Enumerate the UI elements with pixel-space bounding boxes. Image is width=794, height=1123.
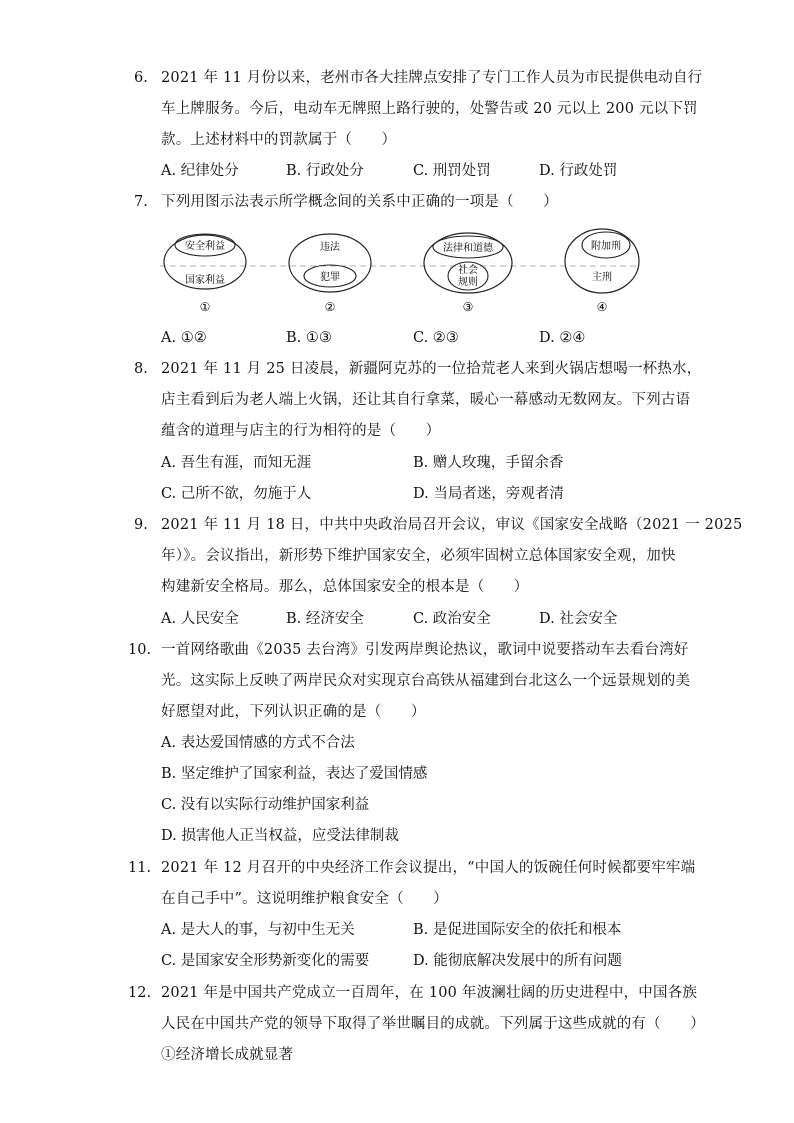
question-text-line: 车上牌服务。今后，电动车无牌照上路行驶的，处警告或 20 元以上 200 元以下罚 (161, 101, 698, 117)
concept-diagrams (160, 226, 640, 318)
question-text-line: 2021 年 11 月 18 日，中共中央政治局召开会议，审议《国家安全战略（2021 一 2025 (161, 517, 743, 533)
question-text-line: 店主看到后为老人端上火锅，还让其自行拿菜，暖心一幕感动无数网友。下列古语 (161, 392, 691, 408)
question-number: 6. (134, 70, 148, 86)
option-d[interactable]: D. ②④ (539, 330, 586, 346)
question-text-line: 蕴含的道理与店主的行为相符的是（ ） (161, 423, 441, 439)
question-text-line: 2021 年 12 月召开的中央经济工作会议提出，“中国人的饭碗任何时候都要牢牢端 (161, 860, 696, 876)
option-d[interactable]: D. 当局者迷，旁观者清 (413, 486, 564, 502)
venn-diagrams-figure (160, 226, 640, 318)
option-a[interactable]: A. 纪律处分 (161, 163, 239, 179)
option-d[interactable]: D. 社会安全 (539, 611, 618, 627)
option-b[interactable]: B. 是促进国际安全的依托和根本 (413, 922, 622, 938)
diagram-4-outer-label: 主刑 (592, 272, 612, 283)
question-number: 7. (134, 194, 148, 210)
diagram-2-inner-label: 犯罪 (320, 272, 340, 283)
option-b[interactable]: B. ①③ (286, 330, 332, 346)
question-text-line: 光。这实际上反映了两岸民众对实现京台高铁从福建到台北这么一个远景规划的美 (161, 673, 691, 689)
question-text-line: 2021 年 11 月份以来，老州市各大挂牌点安排了专门工作人员为市民提供电动自行 (161, 70, 703, 86)
question-number: 12. (128, 985, 152, 1001)
diagram-3-inner-label-line1: 社会 (458, 265, 478, 276)
question-text-line: 年）》。会议指出，新形势下维护国家安全，必须牢固树立总体国家安全观，加快 (161, 548, 676, 564)
option-b[interactable]: B. 行政处分 (286, 163, 364, 179)
diagram-3-outer-label: 法律和道德 (443, 243, 493, 254)
option-b[interactable]: B. 坚定维护了国家利益，表达了爱国情感 (161, 766, 428, 782)
option-a[interactable]: A. 人民安全 (161, 611, 239, 627)
option-b[interactable]: B. 赠人玫瑰，手留余香 (413, 455, 564, 471)
question-number: 10. (128, 642, 152, 658)
question-text-line: 2021 年是中国共产党成立一百周年，在 100 年波澜壮阔的历史进程中，中国各族 (161, 985, 698, 1001)
diagram-1-inner-label: 安全利益 (185, 241, 225, 252)
diagram-1-outer-label: 国家利益 (185, 275, 225, 286)
option-a[interactable]: A. 表达爱国情感的方式不合法 (161, 735, 355, 751)
option-c[interactable]: C. 刑罚处罚 (413, 163, 491, 179)
diagram-4-inner-label: 附加刑 (591, 241, 621, 252)
diagram-1 (164, 234, 246, 314)
diagram-2 (289, 234, 371, 314)
question-text-line: 下列用图示法表示所学概念间的关系中正确的一项是（ ） (161, 194, 558, 210)
option-c[interactable]: C. 己所不欲，勿施于人 (161, 486, 312, 502)
option-b[interactable]: B. 经济安全 (286, 611, 364, 627)
option-c[interactable]: C. 是国家安全形势新变化的需要 (161, 953, 370, 969)
diagram-1-number: ① (199, 300, 211, 314)
diagram-4 (565, 229, 639, 314)
diagram-2-number: ② (324, 300, 336, 314)
option-c[interactable]: C. ②③ (413, 330, 459, 346)
option-d[interactable]: D. 损害他人正当权益，应受法律制裁 (161, 828, 399, 844)
option-c[interactable]: C. 没有以实际行动维护国家利益 (161, 797, 370, 813)
diagram-4-number: ④ (596, 300, 608, 314)
option-d[interactable]: D. 能彻底解决发展中的所有问题 (413, 953, 622, 969)
option-d[interactable]: D. 行政处罚 (539, 163, 618, 179)
question-text-line: 在自己手中”。这说明维护粮食安全（ ） (161, 891, 448, 907)
question-text-line: 一首网络歌曲《2035 去台湾》引发两岸舆论热议，歌词中说要搭动车去看台湾好 (161, 642, 689, 658)
option-a[interactable]: A. 是大人的事，与初中生无关 (161, 922, 355, 938)
question-text-line: 构建新安全格局。那么，总体国家安全的根本是（ ） (161, 579, 529, 595)
option-c[interactable]: C. 政治安全 (413, 611, 491, 627)
question-number: 9. (134, 517, 148, 533)
question-number: 8. (134, 361, 148, 377)
question-text-line: 2021 年 11 月 25 日凌晨，新疆阿克苏的一位拾荒老人来到火锅店想喝一杯热水， (161, 361, 702, 377)
question-text-line: 好愿望对此，下列认识正确的是（ ） (161, 704, 426, 720)
question-text-line: 人民在中国共产党的领导下取得了举世瞩目的成就。下列属于这些成就的有（ ） (161, 1016, 705, 1032)
question-text-line: 款。上述材料中的罚款属于（ ） (161, 132, 397, 148)
option-a[interactable]: A. 吾生有涯，而知无涯 (161, 455, 312, 471)
question-number: 11. (128, 860, 152, 876)
diagram-3-number: ③ (462, 300, 474, 314)
statement-item: ①经济增长成就显著 (161, 1047, 294, 1063)
diagram-3-inner-label-line2: 规则 (458, 277, 478, 288)
diagram-2-outer-label: 违法 (320, 242, 340, 253)
option-a[interactable]: A. ①② (161, 330, 207, 346)
diagram-3 (424, 233, 512, 314)
